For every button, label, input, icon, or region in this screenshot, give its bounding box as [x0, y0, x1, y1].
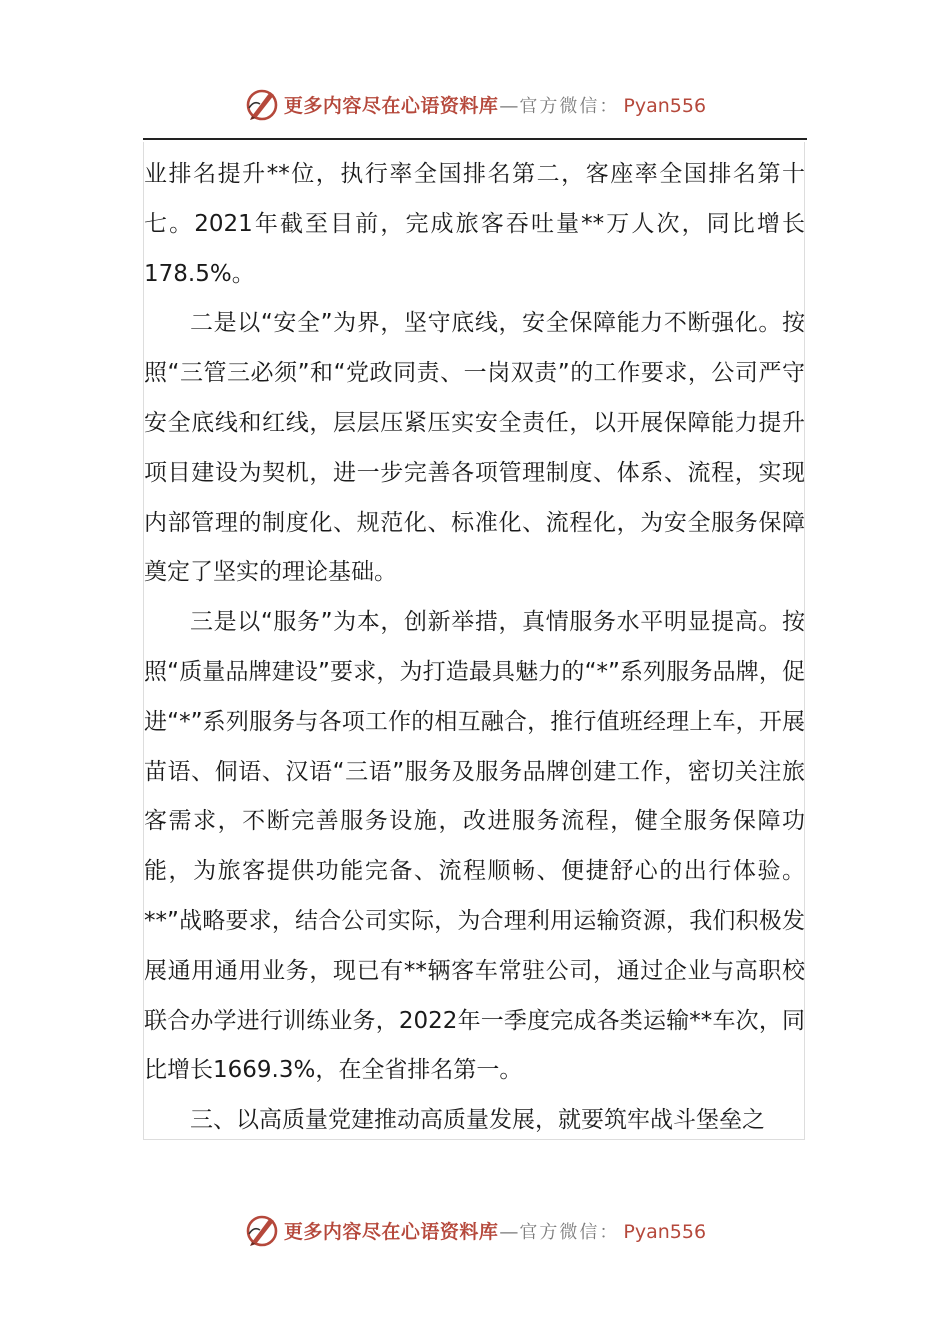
header-wechat-id: Pyan556 — [623, 94, 707, 117]
footer-dash: — — [499, 1220, 519, 1243]
paragraph-4: 三、以高质量党建推动高质量发展，就要筑牢战斗堡垒之 — [190, 1107, 765, 1134]
header-title: 更多内容尽在心语资料库 — [283, 94, 499, 117]
header-banner — [0, 84, 950, 124]
footer-title: 更多内容尽在心语资料库 — [283, 1220, 499, 1243]
document-body — [144, 150, 805, 1146]
pen-circle-logo-icon — [244, 1212, 280, 1248]
footer-banner — [0, 1210, 950, 1250]
header-divider — [143, 138, 807, 140]
paragraph-1: 业排名提升**位，执行率全国排名第二，客座率全国排名第十七。2021年截至目前，完成旅客吞吐量**万人次，同比增长178.5%。 — [144, 161, 805, 287]
header-dash: — — [499, 94, 519, 117]
header-banner-text — [284, 91, 706, 118]
footer-wechat-id: Pyan556 — [623, 1220, 707, 1243]
paragraph-2: 二是以“安全”为界，坚守底线，安全保障能力不断强化。按照“三管三必须”和“党政同责、一岗双责”的工作要求，公司严守安全底线和红线，层层压紧压实安全责任，以开展保障能力提升项目建设为契机，进一步完善各项管理制度、体系、流程，实现内部管理的制度化、规范化、标准化、流程化，为安全服务保障奠定了坚实的理论基础。 — [144, 310, 805, 586]
pen-circle-logo-icon — [244, 86, 280, 122]
header-wechat-label: 官方微信： — [519, 95, 620, 117]
footer-wechat-label: 官方微信： — [519, 1221, 620, 1243]
footer-banner-text — [284, 1217, 706, 1244]
paragraph-3: 三是以“服务”为本，创新举措，真情服务水平明显提高。按照“质量品牌建设”要求，为打造最具魅力的“*”系列服务品牌，促进“*”系列服务与各项工作的相互融合，推行值班经理上车，开展苗语、侗语、汉语“三语”服务及服务品牌创建工作，密切关注旅客需求，不断完善服务设施，改进服务流程，健全服务保障功能，为旅客提供功能完备、流程顺畅、便捷舒心的出行体验。**”战略要求，结合公司实际，为合理利用运输资源，我们积极发展通用通用业务，现已有**辆客车常驻公司，通过企业与高职校联合办学进行训练业务，2022年一季度完成各类运输**车次，同比增长1669.3%，在全省排名第一。 — [144, 609, 805, 1084]
